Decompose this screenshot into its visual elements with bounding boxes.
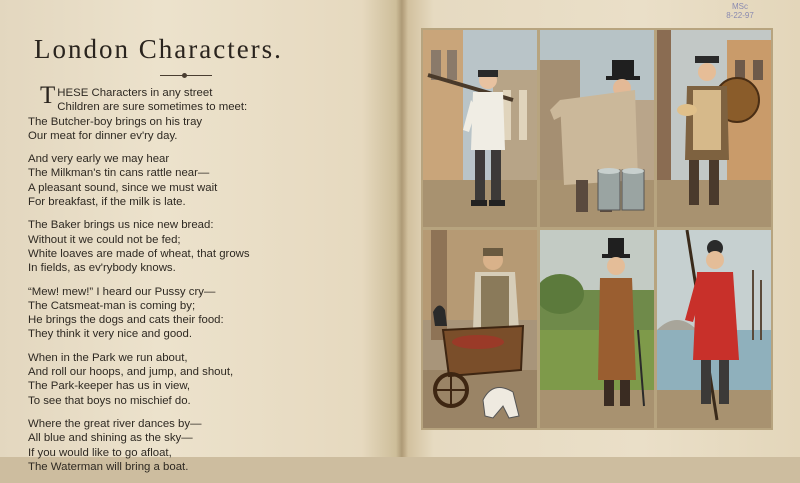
poem-line xyxy=(28,261,388,275)
poem-line xyxy=(28,446,388,460)
stamp-line-2: 8-22-97 xyxy=(726,11,754,20)
poem-line-text: White loaves are made of wheat, that grows xyxy=(28,247,250,260)
poem-line-text: The Butcher-boy brings on his tray xyxy=(28,115,203,128)
poem-line xyxy=(28,299,388,313)
poem-line xyxy=(28,152,388,166)
poem-line-text: They think it very nice and good. xyxy=(28,328,192,341)
poem-stanza xyxy=(28,152,388,209)
title-text: London Characters. xyxy=(34,34,283,64)
poem-line-text: And very early we may hear xyxy=(28,153,170,166)
poem-line xyxy=(28,181,388,195)
poem-line xyxy=(28,195,388,209)
milkman-illustration xyxy=(540,30,654,227)
poem-line-text: He brings the dogs and cats their food: xyxy=(28,314,224,327)
poem-stanza xyxy=(28,82,388,143)
catsmeat-man-illustration xyxy=(423,230,537,428)
park-keeper-illustration xyxy=(540,230,654,428)
poem-line xyxy=(28,417,388,431)
poem-line-text: Without it we could not be fed; xyxy=(28,233,181,246)
poem-line xyxy=(28,285,388,299)
illustration-plate xyxy=(421,28,773,430)
title-ornament-rule xyxy=(160,75,212,76)
poem-line-text: The Milkman's tin cans rattle near— xyxy=(28,167,210,180)
poem-line xyxy=(28,247,388,261)
poem-stanza xyxy=(28,417,388,474)
page-title xyxy=(34,34,283,65)
poem-line xyxy=(28,115,388,129)
poem-line xyxy=(28,313,388,327)
poem-line-text: Our meat for dinner ev'ry day. xyxy=(28,129,178,142)
poem-line xyxy=(28,394,388,408)
poem-line xyxy=(28,351,388,365)
poem-line-text: Where the great river dances by— xyxy=(28,417,202,430)
poem-line-text: All blue and shining as the sky— xyxy=(28,432,193,445)
poem-text xyxy=(28,82,388,483)
poem-line-text: If you would like to go afloat, xyxy=(28,446,172,459)
poem-line-text: To see that boys no mischief do. xyxy=(28,394,191,407)
poem-line xyxy=(28,218,388,232)
poem-line-text: For breakfast, if the milk is late. xyxy=(28,196,186,209)
poem-line xyxy=(28,460,388,474)
stamp-line-1: MSc xyxy=(732,2,748,11)
poem-line-text: The Catsmeat-man is coming by; xyxy=(28,299,196,312)
left-page xyxy=(0,0,402,473)
poem-line xyxy=(28,166,388,180)
poem-line-text: The Waterman will bring a boat. xyxy=(28,460,189,473)
poem-line xyxy=(28,379,388,393)
poem-line-text: And roll our hoops, and jump, and shout, xyxy=(28,366,234,379)
poem-stanza xyxy=(28,218,388,275)
poem-line-text: The Baker brings us nice new bread: xyxy=(28,219,214,232)
poem-stanza xyxy=(28,285,388,342)
poem-line-text: Children are sure sometimes to meet: xyxy=(57,101,248,114)
poem-line xyxy=(28,100,388,114)
butcher-boy-illustration xyxy=(423,30,537,227)
poem-line xyxy=(28,233,388,247)
poem-stanza xyxy=(28,351,388,408)
waterman-illustration xyxy=(657,230,771,428)
poem-line-text: “Mew! mew!” I heard our Pussy cry— xyxy=(28,285,216,298)
library-stamp xyxy=(716,2,764,20)
baker-illustration xyxy=(657,30,771,227)
poem-line xyxy=(28,365,388,379)
poem-line-text: When in the Park we run about, xyxy=(28,351,188,364)
poem-line xyxy=(28,129,388,143)
poem-line-text: HESE Characters in any street xyxy=(57,87,213,99)
poem-line xyxy=(28,431,388,445)
book-gutter xyxy=(396,0,408,457)
poem-line xyxy=(28,327,388,341)
poem-line-text: A pleasant sound, since we must wait xyxy=(28,181,218,194)
poem-line-text: In fields, as ev'rybody knows. xyxy=(28,262,176,275)
poem-line-text: The Park-keeper has us in view, xyxy=(28,380,191,393)
drop-cap: T xyxy=(40,82,56,109)
